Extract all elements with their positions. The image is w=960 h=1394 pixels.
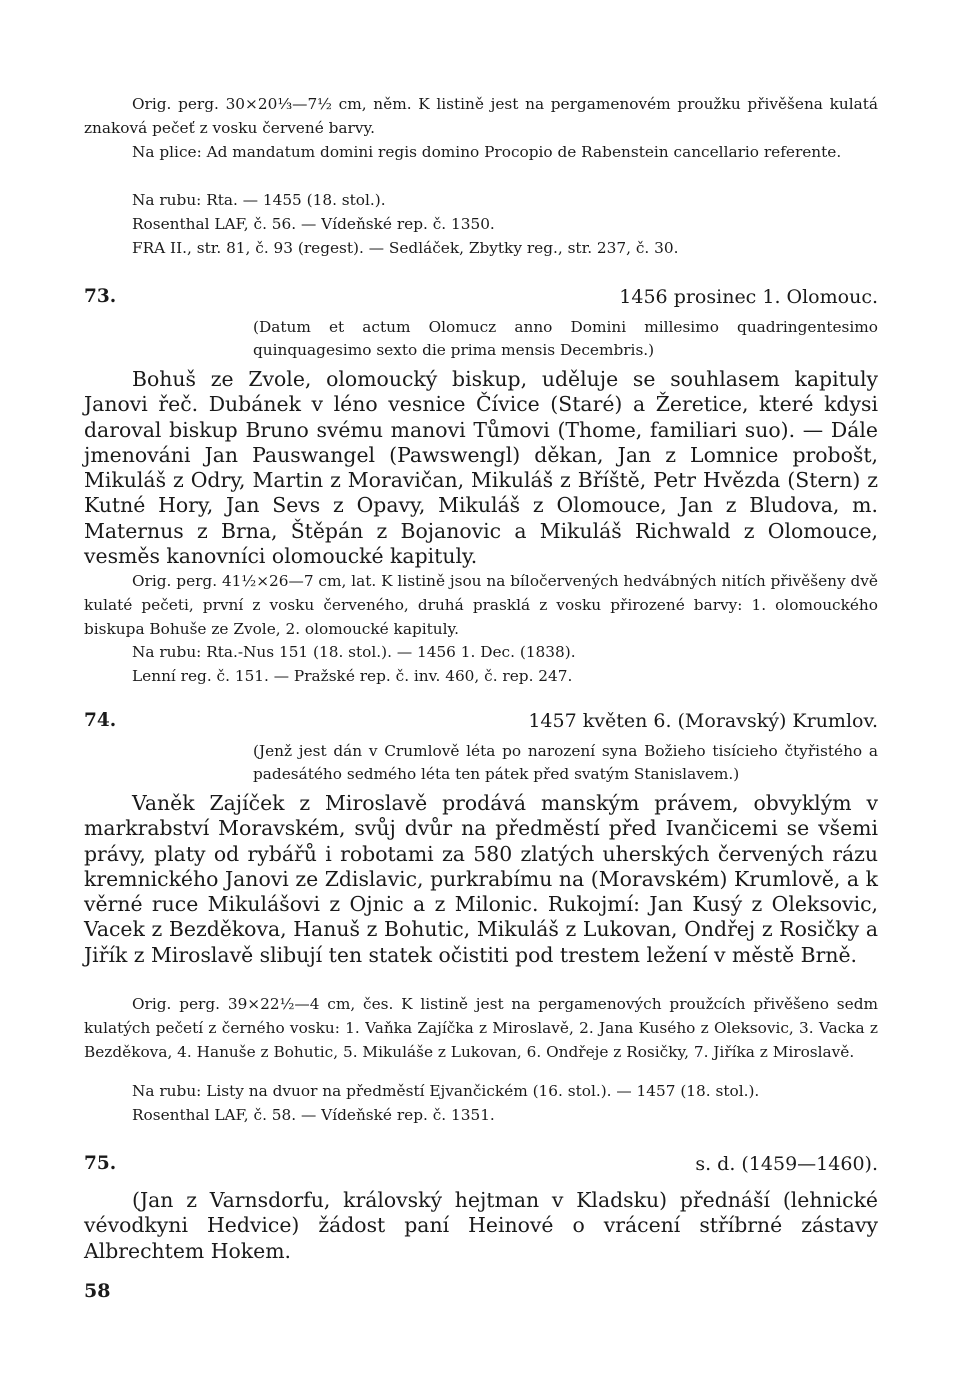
prev-entry-repertory-note: Rosenthal LAF, č. 56. — Vídeňské rep. č. 1350.	[132, 215, 495, 233]
entry-74-repertory-note: Rosenthal LAF, č. 58. — Vídeňské rep. č. 1351.	[132, 1106, 495, 1124]
prev-entry-verso-note: Na rubu: Rta. — 1455 (18. stol.).	[132, 191, 386, 209]
entry-74-regest-body: Vaněk Zajíček z Miroslavě prodává manským právem, obvyklým v markrabství Moravském, svůj dvůr na předměstí před Ivančicemi se všemi právy, platy od rybářů i robotami za 580 zlatých uherských červených rázu kremnického Janovi ze Zdislavic, purkrabímu na (Moravském) Krumlově, a k věrné ruce Mikulášovi z Ojnic a z Milonic. Rukojmí: Jan Kusý z Oleksovic, Vacek z Bezděkova, Hanuš z Bohutic, Mikuláš z Lukovan, Ondřej z Rosičky a Jiřík z Miroslavě slibují ten statek očistiti pod trestem ležení v městě Brně.	[84, 791, 878, 967]
entry-73-register-note: Lenní reg. č. 151. — Pražské rep. č. inv. 460, č. rep. 247.	[132, 667, 573, 685]
page-number: 58	[84, 1280, 111, 1302]
entry-74-date-place: 1457 květen 6. (Moravský) Krumlov.	[528, 710, 878, 732]
prev-entry-literature-note: FRA II., str. 81, č. 93 (regest). — Sedláček, Zbytky reg., str. 237, č. 30.	[132, 239, 679, 257]
entry-74-number: 74.	[84, 710, 117, 731]
entry-75-regest-body: (Jan z Varnsdorfu, královský hejtman v Kladsku) přednáší (lehnické vévodkyni Hedvice) žádost paní Heinové o vrácení stříbrné zástavy Albrechtem Hokem.	[84, 1188, 878, 1263]
entry-74-orig-note: Orig. perg. 39×22½—4 cm, čes. K listině jest na pergamenových proužcích přivěšeno sedm kulatých pečetí z černého vosku: 1. Vaňka Zajíčka z Miroslavě, 2. Jana Kusého z Oleksovic, 3. Vacka z Bezděkova, 4. Hanuše z Bohutic, 5. Mikuláše z Lukovan, 6. Ondřeje z Rosičky, 7. Jiříka z Miroslavě.	[84, 995, 878, 1061]
entry-74-verso-note: Na rubu: Listy na dvuor na předměstí Ejvančickém (16. stol.). — 1457 (18. stol.).	[132, 1082, 760, 1100]
entry-75-number: 75.	[84, 1153, 117, 1174]
entry-73-regest-body: Bohuš ze Zvole, olomoucký biskup, uděluje se souhlasem kapituly Janovi řeč. Dubánek v léno vesnice Čívice (Staré) a Žeretice, které kdysi daroval biskup Bruno svému manovi Tůmovi (Thome, familiari suo). — Dále jmenováni Jan Pauswangel (Pawswengl) děkan, Jan z Lomnice probošt, Mikuláš z Odry, Martin z Moravičan, Mikuláš z Bříště, Petr Hvězda (Stern) z Kutné Hory, Jan Sevs z Opavy, Mikuláš z Olomouce, Jan z Bludova, m. Maternus z Brna, Štěpán z Bojanovic a Mikuláš Richwald z Olomouce, vesměs kanovníci olomoucké kapituly.	[84, 367, 878, 569]
entry-73-orig-note: Orig. perg. 41½×26—7 cm, lat. K listině jsou na bíločervených hedvábných nitích přivěšeny dvě kulaté pečeti, první z vosku červeného, druhá prasklá z vosku přirozené barvy: 1. olomouckého biskupa Bohuše ze Zvole, 2. olomoucké kapituly.	[84, 572, 878, 638]
prev-entry-orig-note: Orig. perg. 30×20⅓—7½ cm, něm. K listině jest na pergamenovém proužku přivěšena kulatá znaková pečeť z vosku červené barvy.	[84, 95, 878, 137]
entry-74-czech-quote: (Jenž jest dán v Crumlově léta po narození syna Božieho tisícieho čtyřistého a padesátého sedmého léta ten pátek před svatým Stanislavem.)	[253, 742, 878, 783]
entry-73-latin-quote: (Datum et actum Olomucz anno Domini millesimo quadringentesimo quinquagesimo sexto die prima mensis Decembris.)	[253, 318, 878, 359]
entry-75-date-place: s. d. (1459—1460).	[695, 1153, 878, 1175]
entry-73-verso-note: Na rubu: Rta.-Nus 151 (18. stol.). — 1456 1. Dec. (1838).	[132, 643, 576, 661]
entry-73-date-place: 1456 prosinec 1. Olomouc.	[619, 286, 878, 308]
prev-entry-plica-note: Na plice: Ad mandatum domini regis domino Procopio de Rabenstein cancellario referente.	[132, 143, 842, 161]
entry-73-number: 73.	[84, 286, 117, 307]
